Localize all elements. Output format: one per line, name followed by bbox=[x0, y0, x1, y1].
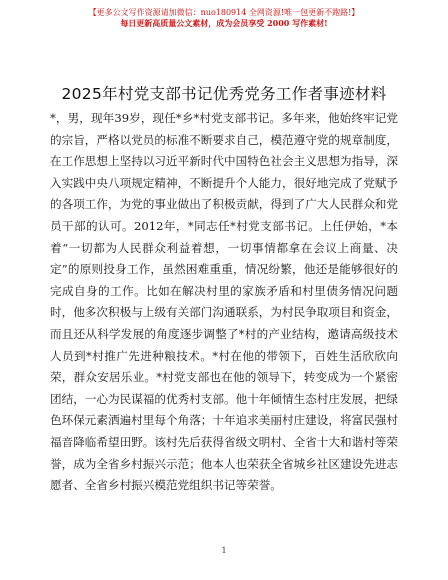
page-number: 1 bbox=[221, 546, 227, 555]
document-title: 2025年村党支部书记优秀党务工作者事迹材料 bbox=[61, 85, 387, 103]
document-body bbox=[50, 108, 398, 497]
promo-banner-line-1: 【更多公文写作资源请加微信：nuo180914 全网资源!唯一包更新不跑路!】 bbox=[88, 8, 360, 17]
promo-banner bbox=[0, 8, 448, 29]
body-paragraph: *，男，现年39岁，现任*乡*村党支部书记。多年来，他始终牢记党的宗旨，严格以党员的标准不断要求自己，模范遵守党的规章制度，在工作思想上坚持以习近平新时代中国特色社会主义思想为指导，深入实践中央八项规定精神，不断提升个人能力，很好地完成了党赋予的各项工作，为党的事业做出了积极贡献，得到了广大人民群众和党员干部的认可。2012年，*同志任*村党支部书记。上任伊始，*本着“一切都为人民群众利益着想，一切事情都拿在会议上商量、决定”的原则投身工作，虽然困难重重，情况纷繁，他还是能够很好的完成自身的工作。比如在解决村里的家族矛盾和村里债务情况问题时，他多次积极与上级有关部门沟通联系，为村民争取项目和资金，而且还从科学发展的角度逐步调整了*村的产业结构，邀请高级技术人员到*村推广先进种粮技术。*村在他的带领下，百姓生活欣欣向荣，群众安居乐业。*村党支部也在他的领导下，转变成为一个紧密团结，一心为民谋福的优秀村支部。他十年倾情生态村庄发展，把绿色环保元素洒遍村里每个角落；十年追求美丽村庄建设，将富民强村福音降临希望田野。该村先后获得省级文明村、全省十大和谐村等荣誉，成为全省乡村振兴示范；他本人也荣获全省城乡社区建设先进志愿者、全省乡村振兴模范党组织书记等荣誉。 bbox=[50, 111, 398, 493]
promo-banner-line-2: 每日更新高质量公文素材，成为会员享受 2000 写作素材! bbox=[120, 18, 328, 28]
